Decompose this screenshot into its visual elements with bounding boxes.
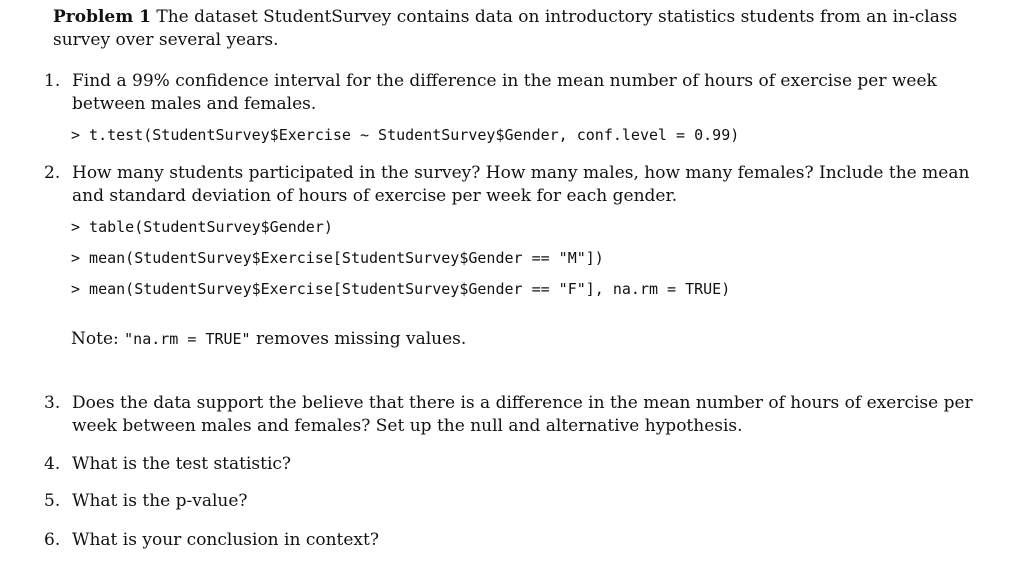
item-number: 5. — [44, 491, 61, 511]
item-number: 1. — [44, 71, 61, 91]
note-code: "na.rm = TRUE" — [124, 330, 251, 348]
list-item-4 — [44, 453, 989, 476]
list-item-5 — [44, 490, 989, 513]
code-line: > mean(StudentSurvey$Exercise[StudentSurvey$Gender == "F"], na.rm = TRUE) — [71, 280, 731, 298]
list-item-2 — [44, 162, 989, 208]
item-text: What is your conclusion in context? — [72, 530, 379, 550]
code-line: > mean(StudentSurvey$Exercise[StudentSurvey$Gender == "M"]) — [71, 249, 604, 267]
list-item-1 — [44, 70, 989, 116]
item-number: 4. — [44, 454, 61, 474]
note — [71, 328, 466, 351]
item-text: Does the data support the believe that there is a difference in the mean number of hours of exercise per week between males and females? Set up the null and alternative hypothesis. — [72, 393, 973, 436]
code-line: > table(StudentSurvey$Gender) — [71, 218, 333, 236]
item-text: Find a 99% confidence interval for the difference in the mean number of hours of exercise per week between males and females. — [72, 71, 937, 114]
note-suffix: removes missing values. — [250, 329, 467, 349]
item-number: 2. — [44, 163, 61, 183]
item-text: What is the test statistic? — [72, 454, 292, 474]
problem-intro — [24, 6, 994, 52]
item-number: 6. — [44, 530, 61, 550]
note-prefix: Note: — [71, 329, 125, 349]
item-text: What is the p-value? — [72, 491, 248, 511]
code-line: > t.test(StudentSurvey$Exercise ~ StudentSurvey$Gender, conf.level = 0.99) — [71, 126, 740, 144]
problem-intro-text: The dataset StudentSurvey contains data on introductory statistics students from an in-class survey over several years. — [53, 7, 958, 50]
list-item-6 — [44, 529, 989, 552]
problem-title: Problem 1 — [53, 7, 151, 27]
list-item-3 — [44, 392, 989, 438]
item-number: 3. — [44, 393, 61, 413]
item-text: How many students participated in the survey? How many males, how many females? Include the mean and standard deviation of hours of exercise per week for each gender. — [72, 163, 970, 206]
